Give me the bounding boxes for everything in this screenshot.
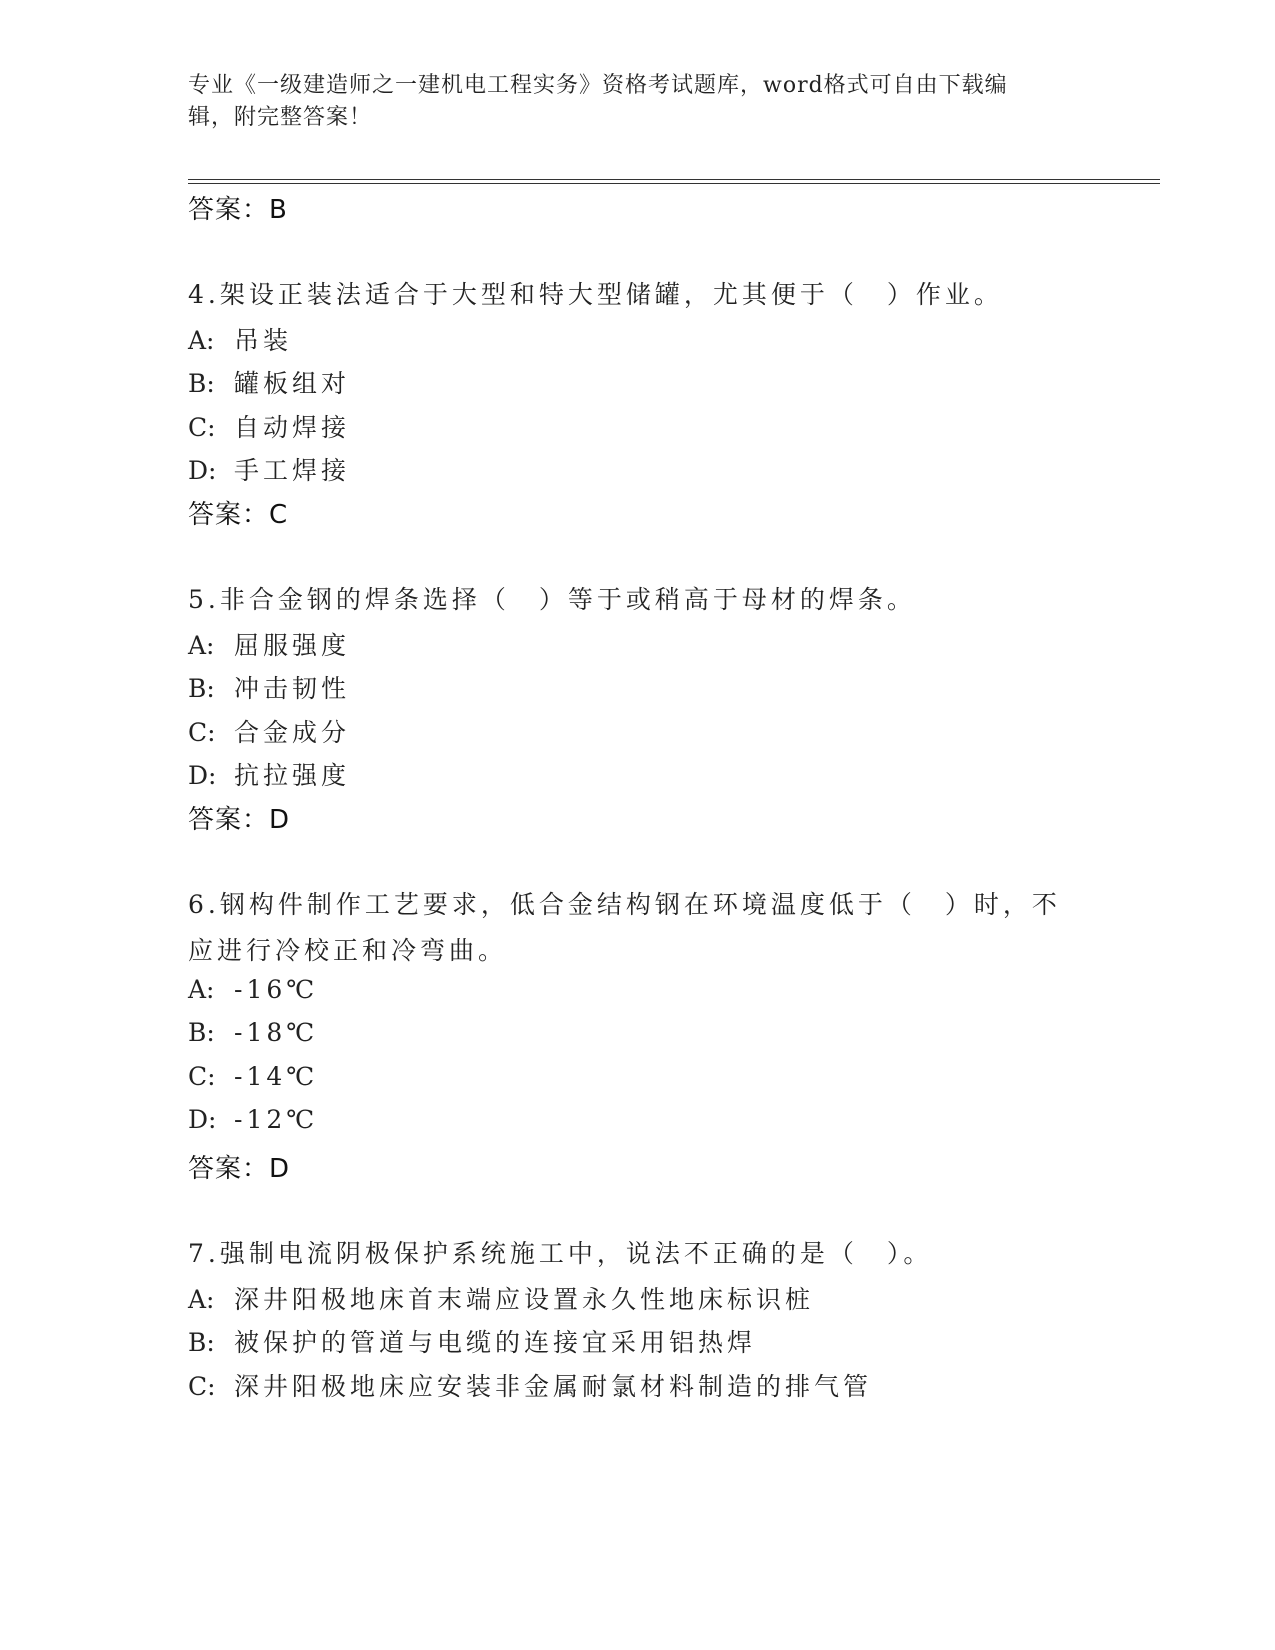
question-5-option-c: C: 合金成分 [188,718,351,747]
question-7-text: 7.强制电流阴极保护系统施工中，说法不正确的是（ ）。 [188,1239,933,1268]
question-4-option-b: B: 罐板组对 [188,369,351,398]
question-6-text-line-1: 6.钢构件制作工艺要求，低合金结构钢在环境温度低于（ ）时，不 [188,890,1061,919]
question-6-option-d: D: -12℃ [188,1105,319,1134]
question-4-text: 4.架设正装法适合于大型和特大型储罐，尤其便于（ ）作业。 [188,280,1003,309]
question-5-option-a: A: 屈服强度 [188,631,351,660]
question-6-answer: 答案：D [188,1154,291,1184]
question-4-answer: 答案：C [188,500,289,530]
question-4-option-d: D: 手工焊接 [188,456,351,485]
question-6-text [188,882,1068,974]
question-6-option-a: A: -16℃ [188,975,319,1004]
question-6-text-line-2: 应进行冷校正和冷弯曲。 [188,936,508,965]
answer-prev: 答案：B [188,195,288,225]
question-5-text: 5.非合金钢的焊条选择（ ）等于或稍高于母材的焊条。 [188,585,916,614]
question-6-option-b: B: -18℃ [188,1018,319,1047]
document-header [188,70,1088,134]
question-5-option-b: B: 冲击韧性 [188,674,351,703]
question-5-option-d: D: 抗拉强度 [188,761,351,790]
header-line-1: 专业《一级建造师之一建机电工程实务》资格考试题库，word格式可自由下载编 [188,73,1008,98]
header-divider-bottom [188,183,1160,184]
question-7-option-c: C: 深井阳极地床应安装非金属耐氯材料制造的排气管 [188,1372,873,1401]
header-divider-top [188,179,1160,180]
question-4-option-c: C: 自动焊接 [188,413,351,442]
question-7-option-a: A: 深井阳极地床首末端应设置永久性地床标识桩 [188,1285,815,1314]
question-4-option-a: A: 吊装 [188,326,293,355]
header-line-2: 辑，附完整答案！ [188,105,373,130]
question-7-option-b: B: 被保护的管道与电缆的连接宜采用铝热焊 [188,1328,757,1357]
question-5-answer: 答案：D [188,805,291,835]
question-6-option-c: C: -14℃ [188,1062,319,1091]
